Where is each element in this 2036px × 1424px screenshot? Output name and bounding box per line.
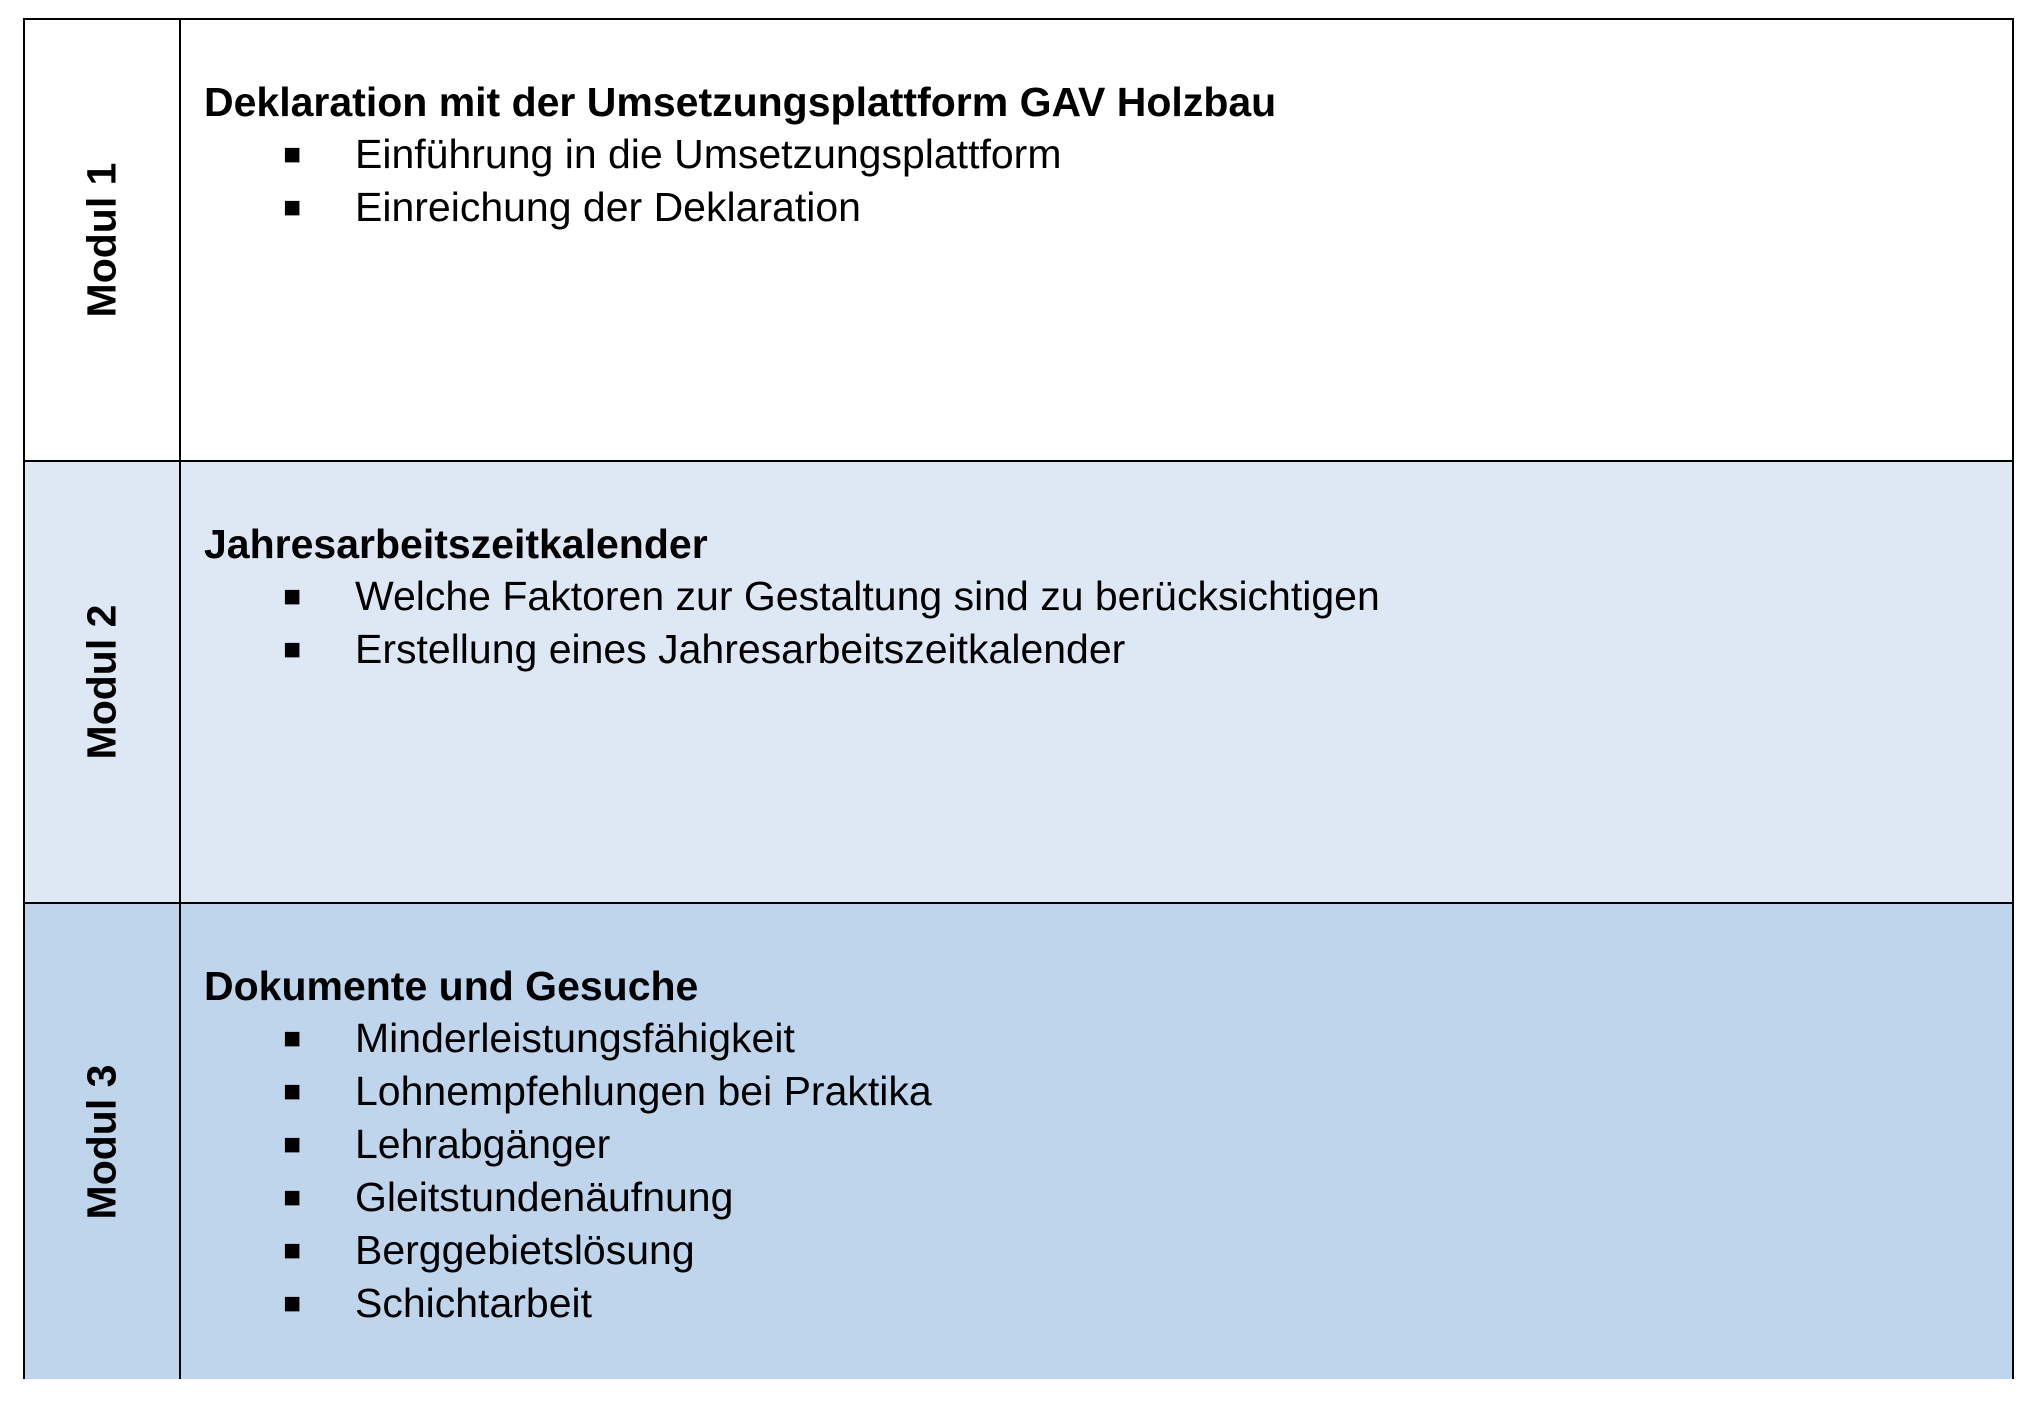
- module-content-cell: [181, 462, 2012, 902]
- module-title: Deklaration mit der Umsetzungsplattform GAV Holzbau: [204, 79, 1277, 125]
- square-bullet-icon: ■: [283, 633, 302, 666]
- square-bullet-icon: ■: [283, 1181, 302, 1214]
- module-label: Modul 3: [78, 1064, 125, 1219]
- square-bullet-icon: ■: [283, 1128, 302, 1161]
- list-item-text: Berggebietslösung: [355, 1227, 695, 1273]
- list-item-text: Minderleistungsfähigkeit: [355, 1015, 795, 1061]
- list-item-text: Einreichung der Deklaration: [355, 184, 861, 230]
- module-label-cell: [25, 904, 181, 1379]
- square-bullet-icon: ■: [283, 138, 302, 171]
- module-table: [23, 18, 2014, 1379]
- module-title: Jahresarbeitszeitkalender: [204, 521, 708, 567]
- list-item-text: Lehrabgänger: [355, 1121, 611, 1167]
- square-bullet-icon: ■: [283, 191, 302, 224]
- module-row-2: [25, 462, 2012, 904]
- module-row-1: [25, 20, 2012, 462]
- list-item-text: Lohnempfehlungen bei Praktika: [355, 1068, 932, 1114]
- module-label: Modul 2: [78, 604, 125, 760]
- square-bullet-icon: ■: [283, 1234, 302, 1267]
- list-item-text: Gleitstundenäufnung: [355, 1174, 734, 1220]
- square-bullet-icon: ■: [283, 1022, 302, 1055]
- module-content-cell: [181, 20, 2012, 460]
- square-bullet-icon: ■: [283, 1287, 302, 1320]
- list-item-text: Erstellung eines Jahresarbeitszeitkalender: [355, 626, 1126, 672]
- list-item-text: Einführung in die Umsetzungsplattform: [355, 131, 1062, 177]
- square-bullet-icon: ■: [283, 1075, 302, 1108]
- module-row-3: [25, 904, 2012, 1379]
- square-bullet-icon: ■: [283, 580, 302, 613]
- module-label-cell: [25, 462, 181, 902]
- module-label: Modul 1: [78, 162, 125, 318]
- module-content-cell: [181, 904, 2012, 1379]
- module-title: Dokumente und Gesuche: [204, 963, 699, 1009]
- module-label-cell: [25, 20, 181, 460]
- list-item-text: Schichtarbeit: [355, 1280, 593, 1326]
- list-item-text: Welche Faktoren zur Gestaltung sind zu berücksichtigen: [355, 573, 1380, 619]
